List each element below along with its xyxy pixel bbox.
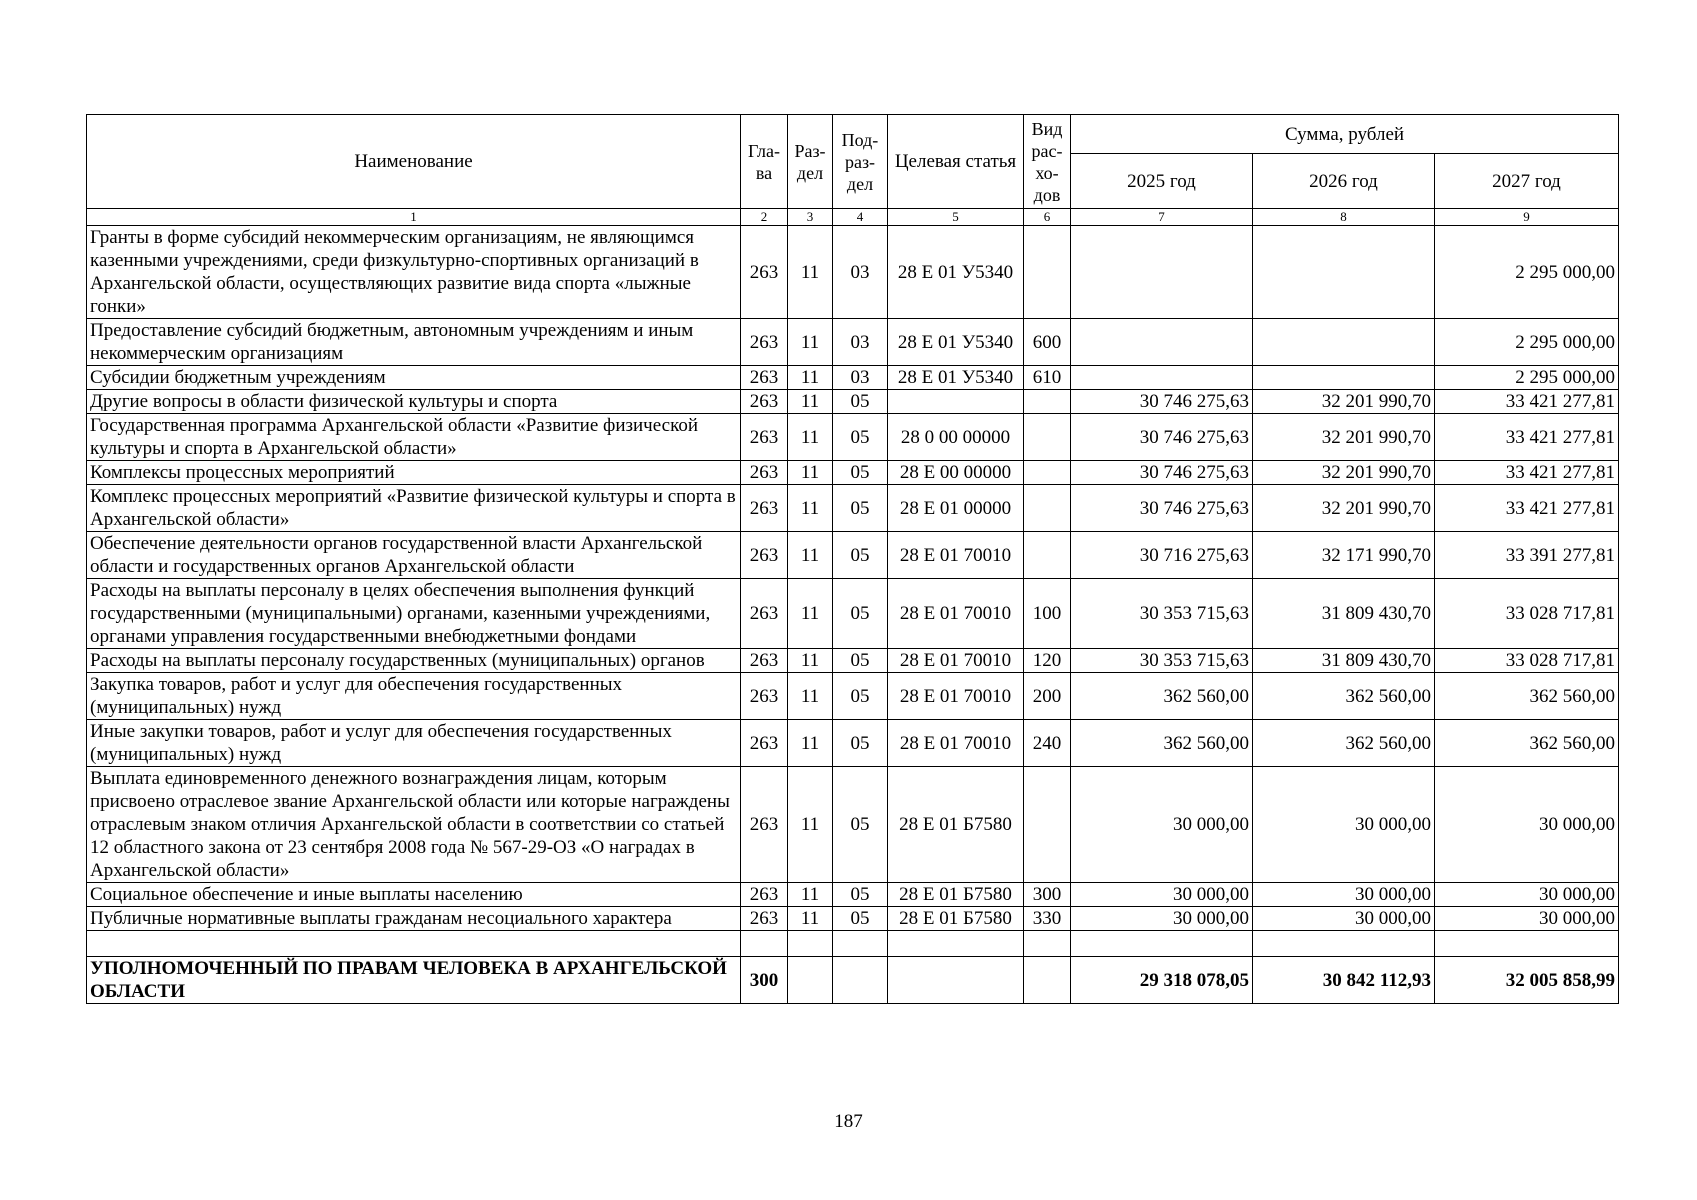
table-row	[87, 532, 1619, 579]
cell-2027: 2 295 000,00	[1435, 226, 1619, 319]
cell-razdel: 11	[788, 767, 833, 883]
cell-name: Другие вопросы в области физической культуры и спорта	[87, 390, 741, 414]
cell-vid	[1024, 226, 1071, 319]
cell-name: Комплекс процессных мероприятий «Развитие физической культуры и спорта в Архангельской области»	[87, 485, 741, 532]
cell-2027: 33 421 277,81	[1435, 461, 1619, 485]
cell-2025: 30 746 275,63	[1071, 461, 1253, 485]
column-number: 5	[888, 209, 1024, 226]
cell-vid: 330	[1024, 907, 1071, 931]
cell-2027: 2 295 000,00	[1435, 319, 1619, 366]
cell-article: 28 Е 01 70010	[888, 720, 1024, 767]
cell-glava: 263	[741, 485, 788, 532]
total-row	[87, 957, 1619, 1004]
cell-article: 28 Е 01 70010	[888, 532, 1024, 579]
header-razdel: Раз-дел	[788, 115, 833, 209]
cell-2025: 362 560,00	[1071, 673, 1253, 720]
cell-razdel: 11	[788, 390, 833, 414]
cell-2026: 30 000,00	[1253, 883, 1435, 907]
cell-vid: 240	[1024, 720, 1071, 767]
total-name: УПОЛНОМОЧЕННЫЙ ПО ПРАВАМ ЧЕЛОВЕКА В АРХАНГЕЛЬСКОЙ ОБЛАСТИ	[87, 957, 741, 1004]
cell-name: Социальное обеспечение и иные выплаты населению	[87, 883, 741, 907]
cell-2026	[1253, 366, 1435, 390]
cell-glava: 263	[741, 720, 788, 767]
header-glava: Гла-ва	[741, 115, 788, 209]
cell-glava: 263	[741, 226, 788, 319]
cell-razdel: 11	[788, 579, 833, 649]
cell-name: Гранты в форме субсидий некоммерческим организациям, не являющимся казенными учреждениями, среди физкультурно-спортивных организаций в Архангельской области, осуществляющих развитие вида спорта «лыжные гонки»	[87, 226, 741, 319]
cell-vid	[1024, 485, 1071, 532]
cell-name: Расходы на выплаты персоналу государственных (муниципальных) органов	[87, 649, 741, 673]
cell-article: 28 Е 01 У5340	[888, 226, 1024, 319]
header-name: Наименование	[87, 115, 741, 209]
total-glava: 300	[741, 957, 788, 1004]
cell-2025: 30 353 715,63	[1071, 649, 1253, 673]
cell-razdel: 11	[788, 414, 833, 461]
cell-name: Расходы на выплаты персоналу в целях обеспечения выполнения функций государственными (муниципальными) органами, казенными учреждениями, органами управления государственными внебюджетными фондами	[87, 579, 741, 649]
total-2025: 29 318 078,05	[1071, 957, 1253, 1004]
table-row	[87, 319, 1619, 366]
cell-2027: 33 028 717,81	[1435, 579, 1619, 649]
cell-2025: 30 746 275,63	[1071, 414, 1253, 461]
cell-vid: 300	[1024, 883, 1071, 907]
cell-name: Государственная программа Архангельской области «Развитие физической культуры и спорта в Архангельской области»	[87, 414, 741, 461]
table-row	[87, 673, 1619, 720]
cell-2027: 362 560,00	[1435, 720, 1619, 767]
cell-podrazdel: 05	[833, 461, 888, 485]
cell-vid: 600	[1024, 319, 1071, 366]
cell-vid: 610	[1024, 366, 1071, 390]
table-row	[87, 883, 1619, 907]
cell-name: Обеспечение деятельности органов государственной власти Архангельской области и государственных органов Архангельской области	[87, 532, 741, 579]
cell-2026: 32 201 990,70	[1253, 414, 1435, 461]
column-number: 2	[741, 209, 788, 226]
cell-razdel: 11	[788, 319, 833, 366]
cell-glava: 263	[741, 907, 788, 931]
cell-glava: 263	[741, 579, 788, 649]
cell-2027: 30 000,00	[1435, 907, 1619, 931]
cell-razdel: 11	[788, 226, 833, 319]
cell-vid	[1024, 532, 1071, 579]
page-number: 187	[834, 1111, 863, 1132]
cell-2027: 362 560,00	[1435, 673, 1619, 720]
table-row	[87, 907, 1619, 931]
cell-2026: 31 809 430,70	[1253, 649, 1435, 673]
cell-2026	[1253, 226, 1435, 319]
cell-article: 28 Е 01 00000	[888, 485, 1024, 532]
cell-2026: 31 809 430,70	[1253, 579, 1435, 649]
cell-2027: 2 295 000,00	[1435, 366, 1619, 390]
cell-vid: 200	[1024, 673, 1071, 720]
cell-name: Публичные нормативные выплаты гражданам несоциального характера	[87, 907, 741, 931]
table-row	[87, 226, 1619, 319]
table-row	[87, 390, 1619, 414]
cell-2026	[1253, 319, 1435, 366]
header-podrazdel: Под-раз-дел	[833, 115, 888, 209]
table-row	[87, 485, 1619, 532]
cell-2027: 33 028 717,81	[1435, 649, 1619, 673]
cell-razdel: 11	[788, 720, 833, 767]
cell-podrazdel: 05	[833, 673, 888, 720]
table-row	[87, 461, 1619, 485]
header-2027: 2027 год	[1435, 154, 1619, 209]
column-number: 3	[788, 209, 833, 226]
cell-glava: 263	[741, 767, 788, 883]
cell-razdel: 11	[788, 532, 833, 579]
cell-name: Закупка товаров, работ и услуг для обеспечения государственных (муниципальных) нужд	[87, 673, 741, 720]
cell-2025: 30 000,00	[1071, 883, 1253, 907]
header-sum: Сумма, рублей	[1071, 115, 1619, 154]
cell-2026: 32 201 990,70	[1253, 461, 1435, 485]
cell-article: 28 Е 01 Б7580	[888, 907, 1024, 931]
cell-glava: 263	[741, 883, 788, 907]
cell-2027: 30 000,00	[1435, 883, 1619, 907]
cell-article: 28 Е 01 У5340	[888, 319, 1024, 366]
cell-name: Субсидии бюджетным учреждениям	[87, 366, 741, 390]
cell-razdel: 11	[788, 907, 833, 931]
cell-2026: 32 201 990,70	[1253, 485, 1435, 532]
cell-glava: 263	[741, 673, 788, 720]
cell-podrazdel: 05	[833, 414, 888, 461]
cell-podrazdel: 05	[833, 907, 888, 931]
cell-podrazdel: 05	[833, 485, 888, 532]
cell-2026: 30 000,00	[1253, 767, 1435, 883]
spacer-row	[87, 931, 1619, 957]
budget-table	[86, 114, 1619, 1004]
cell-2025: 30 746 275,63	[1071, 485, 1253, 532]
cell-glava: 263	[741, 390, 788, 414]
cell-name: Предоставление субсидий бюджетным, автономным учреждениям и иным некоммерческим организациям	[87, 319, 741, 366]
cell-razdel: 11	[788, 366, 833, 390]
cell-vid: 120	[1024, 649, 1071, 673]
cell-article: 28 Е 01 70010	[888, 673, 1024, 720]
table-row	[87, 366, 1619, 390]
column-number: 9	[1435, 209, 1619, 226]
cell-name: Выплата единовременного денежного вознаграждения лицам, которым присвоено отраслевое звание Архангельской области или которые награждены отраслевым знаком отличия Архангельской области в соответствии со статьей 12 областного закона от 23 сентября 2008 года № 567-29-ОЗ «О наградах в Архангельской области»	[87, 767, 741, 883]
cell-podrazdel: 03	[833, 319, 888, 366]
cell-podrazdel: 05	[833, 390, 888, 414]
table-row	[87, 579, 1619, 649]
cell-2025	[1071, 366, 1253, 390]
table-row	[87, 414, 1619, 461]
cell-glava: 263	[741, 366, 788, 390]
cell-glava: 263	[741, 649, 788, 673]
column-number: 6	[1024, 209, 1071, 226]
header-2025: 2025 год	[1071, 154, 1253, 209]
cell-article	[888, 390, 1024, 414]
column-numbers-row	[87, 209, 1619, 226]
cell-2026: 30 000,00	[1253, 907, 1435, 931]
cell-2026: 32 171 990,70	[1253, 532, 1435, 579]
cell-2027: 33 391 277,81	[1435, 532, 1619, 579]
table-row	[87, 720, 1619, 767]
cell-razdel: 11	[788, 461, 833, 485]
cell-2025	[1071, 319, 1253, 366]
cell-article: 28 Е 01 Б7580	[888, 883, 1024, 907]
cell-2026: 362 560,00	[1253, 720, 1435, 767]
cell-2025	[1071, 226, 1253, 319]
cell-podrazdel: 05	[833, 883, 888, 907]
cell-podrazdel: 03	[833, 366, 888, 390]
header-vid: Вид рас-хо-дов	[1024, 115, 1071, 209]
cell-2025: 362 560,00	[1071, 720, 1253, 767]
cell-razdel: 11	[788, 649, 833, 673]
cell-name: Иные закупки товаров, работ и услуг для обеспечения государственных (муниципальных) нужд	[87, 720, 741, 767]
table-row	[87, 649, 1619, 673]
cell-podrazdel: 05	[833, 532, 888, 579]
cell-razdel: 11	[788, 883, 833, 907]
column-number: 7	[1071, 209, 1253, 226]
header-article: Целевая статья	[888, 115, 1024, 209]
table-row	[87, 767, 1619, 883]
cell-article: 28 Е 01 70010	[888, 649, 1024, 673]
cell-2025: 30 353 715,63	[1071, 579, 1253, 649]
cell-vid	[1024, 767, 1071, 883]
cell-vid	[1024, 461, 1071, 485]
cell-article: 28 Е 01 70010	[888, 579, 1024, 649]
cell-article: 28 Е 00 00000	[888, 461, 1024, 485]
cell-razdel: 11	[788, 485, 833, 532]
cell-name: Комплексы процессных мероприятий	[87, 461, 741, 485]
total-2027: 32 005 858,99	[1435, 957, 1619, 1004]
cell-2025: 30 716 275,63	[1071, 532, 1253, 579]
cell-glava: 263	[741, 461, 788, 485]
cell-podrazdel: 05	[833, 720, 888, 767]
header-2026: 2026 год	[1253, 154, 1435, 209]
cell-podrazdel: 03	[833, 226, 888, 319]
column-number: 4	[833, 209, 888, 226]
cell-2027: 33 421 277,81	[1435, 414, 1619, 461]
cell-2025: 30 000,00	[1071, 907, 1253, 931]
column-number: 1	[87, 209, 741, 226]
cell-2026: 362 560,00	[1253, 673, 1435, 720]
cell-2026: 32 201 990,70	[1253, 390, 1435, 414]
column-number: 8	[1253, 209, 1435, 226]
cell-podrazdel: 05	[833, 767, 888, 883]
cell-article: 28 Е 01 Б7580	[888, 767, 1024, 883]
cell-vid	[1024, 414, 1071, 461]
cell-2027: 30 000,00	[1435, 767, 1619, 883]
cell-2027: 33 421 277,81	[1435, 485, 1619, 532]
cell-article: 28 0 00 00000	[888, 414, 1024, 461]
cell-2027: 33 421 277,81	[1435, 390, 1619, 414]
cell-podrazdel: 05	[833, 649, 888, 673]
cell-podrazdel: 05	[833, 579, 888, 649]
total-2026: 30 842 112,93	[1253, 957, 1435, 1004]
cell-article: 28 Е 01 У5340	[888, 366, 1024, 390]
cell-glava: 263	[741, 414, 788, 461]
cell-vid: 100	[1024, 579, 1071, 649]
cell-razdel: 11	[788, 673, 833, 720]
cell-glava: 263	[741, 319, 788, 366]
cell-2025: 30 746 275,63	[1071, 390, 1253, 414]
cell-2025: 30 000,00	[1071, 767, 1253, 883]
cell-vid	[1024, 390, 1071, 414]
cell-glava: 263	[741, 532, 788, 579]
